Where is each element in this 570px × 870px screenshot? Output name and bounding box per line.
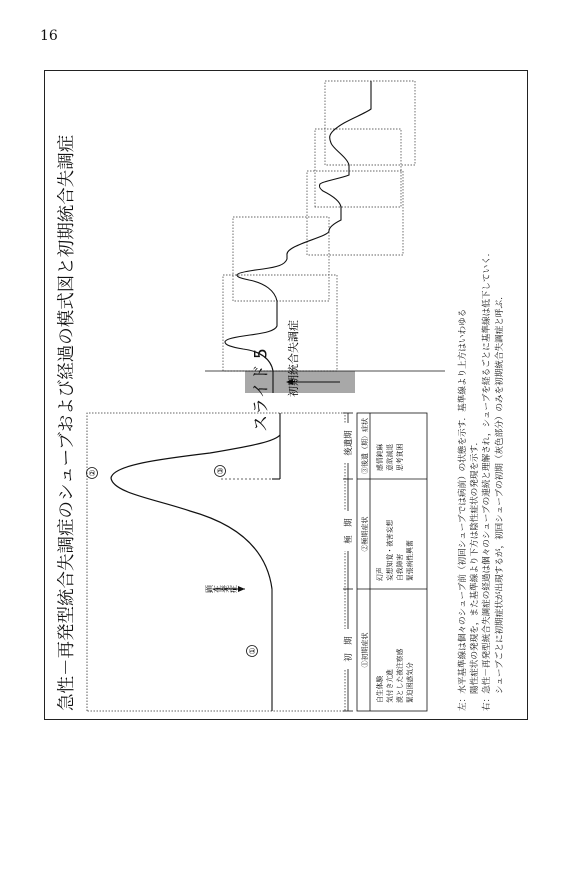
symptom-residual-2: 意欲減退 [386, 443, 394, 471]
right-diagram [205, 81, 445, 397]
symptom-acute-4: 緊張病性興奮 [406, 540, 414, 581]
slide-label-box [244, 340, 274, 440]
header-initial: ①初期症状 [361, 632, 369, 668]
page-number: 16 [40, 28, 58, 44]
phase-residual: 後遺期 [344, 430, 354, 456]
symptom-initial-3: 漠とした被注察感 [396, 648, 404, 703]
marker-2 [87, 468, 98, 479]
svg-text:③: ③ [216, 467, 225, 475]
phase-axis [342, 413, 354, 711]
svg-text:①: ① [248, 647, 257, 655]
symptom-residual-1: 感情鈍麻 [376, 443, 384, 471]
initial-schizophrenia-label: 初期統合失調症 [287, 320, 300, 397]
symptom-table [357, 413, 427, 711]
phase-acute: 極 期 [344, 518, 354, 544]
symptom-acute-3: 自我障害 [396, 553, 404, 581]
header-acute: ②極期症状 [361, 516, 369, 552]
rotated-slide-content [45, 71, 529, 721]
marker-3 [215, 466, 226, 477]
marker-1 [247, 646, 258, 657]
symptom-initial-4: 緊迫困惑気分 [406, 662, 414, 703]
captions [457, 75, 506, 711]
caption-line-4: シューブごとに初期症状が出現するが，初回シューブの初期（灰色部分）のみを初期統合失調症と呼ぶ． [494, 291, 505, 694]
caption-line-2: 陽性症状の発現を，また基準線より下方は陰性症状の発現を示す． [470, 436, 481, 694]
symptom-residual-3: 思考貧困 [396, 443, 404, 471]
left-diagram-frame [87, 413, 345, 711]
caption-line-1: 左：水平基準線は個々のシューブ前（初回シューブでは病前）の状態を示す．基準線より上方はいわゆる [458, 308, 468, 711]
svg-text:②: ② [88, 469, 97, 477]
onset-arrow-head [238, 586, 245, 592]
schub-curve [111, 435, 280, 589]
schub-frame-4 [315, 129, 401, 207]
slide-title: 急性－再発型統合失調症のシューブおよび経過の模式図と初期統合失調症 [57, 134, 77, 711]
symptom-acute-1: 幻声 [376, 567, 384, 581]
symptom-initial-2: 気付き亢進 [386, 669, 394, 703]
caption-line-3: 右：急性－再発型統合失調症の経過は個々のシューブの連続と理解され，シューブを経るごとに基準線は低下していく． [482, 247, 493, 711]
symptom-initial-1: 自生体験 [376, 675, 384, 703]
onset-label: 顕在発症 [205, 584, 237, 594]
schub-frame-1 [223, 275, 337, 371]
schub-frame-2 [233, 217, 329, 301]
header-residual: ③後遺（期）症状 [361, 418, 369, 474]
slide-label: スライド 5 [251, 348, 272, 432]
phase-initial: 初 期 [344, 636, 354, 662]
symptom-acute-2: 妄想知覚・被害妄想 [386, 519, 394, 581]
slide-frame [44, 70, 528, 720]
